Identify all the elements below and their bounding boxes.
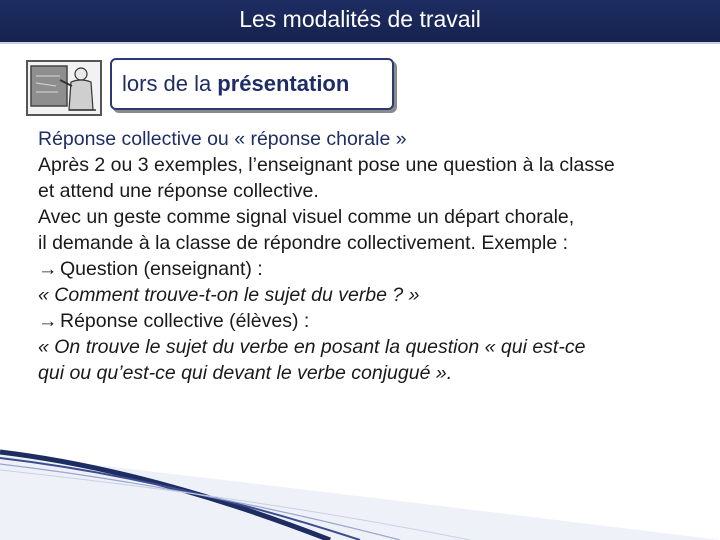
question-label: Question (enseignant) : [60,258,263,280]
title-bar [0,0,720,44]
content-line: Après 2 ou 3 exemples, l’enseignant pose une question à la classe [38,154,615,176]
answer-label: Réponse collective (élèves) : [60,310,310,332]
question-text: « Comment trouve-t-on le sujet du verbe ? » [38,284,420,306]
answer-text-line: qui ou qu’est-ce qui devant le verbe conjugué ». [38,362,453,384]
answer-line [38,308,708,334]
slide-title: Les modalités de travail [239,5,481,32]
right-arrow-icon: → [38,258,58,280]
decorative-swoosh [0,440,720,540]
subtitle-prefix: lors de la [122,71,212,96]
subtitle-box [110,58,394,110]
subtitle-bold: présentation [217,71,350,96]
right-arrow-icon: → [38,310,58,332]
slide-content [38,126,708,386]
content-line: Avec un geste comme signal visuel comme un départ chorale, [38,206,575,228]
content-line: il demande à la classe de répondre collectivement. Exemple : [38,232,569,254]
question-line [38,256,708,282]
answer-text-line: « On trouve le sujet du verbe en posant la question « qui est-ce [38,336,586,358]
content-line: et attend une réponse collective. [38,180,319,202]
teacher-at-blackboard-icon [26,60,102,116]
content-heading: Réponse collective ou « réponse chorale » [38,128,407,150]
